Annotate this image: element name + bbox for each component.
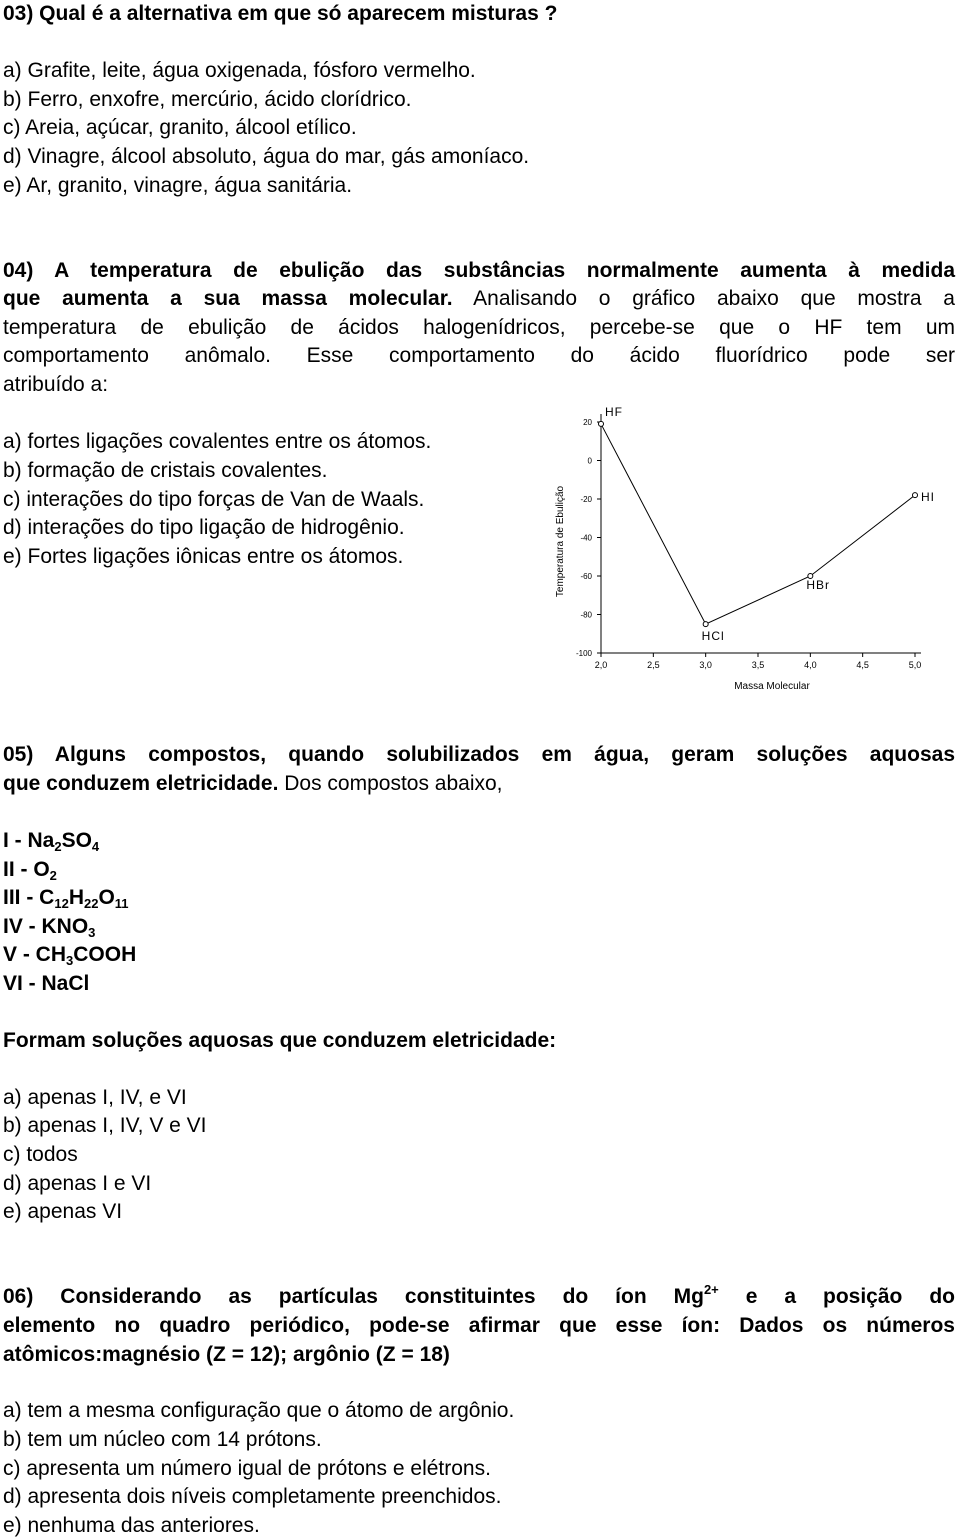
q04-line-3: temperatura de ebulição de ácidos halogenídricos, percebe-se que o HF tem um	[3, 316, 955, 339]
q06-option-c: c) apresenta um número igual de prótons e elétrons.	[3, 1457, 491, 1480]
q05-option-c: c) todos	[3, 1143, 78, 1166]
compound-1-sub-b: 4	[91, 839, 100, 854]
compound-2-text: II - O	[3, 858, 50, 881]
compound-3-text-b: H	[68, 886, 84, 909]
q04-line-2-bold: que aumenta a sua massa molecular.	[3, 287, 453, 310]
q05-option-d: d) apenas I e VI	[3, 1172, 152, 1195]
compound-6-text: VI - NaCl	[3, 972, 90, 995]
x-tick-label: 3,0	[699, 660, 712, 670]
q03-option-c: c) Areia, açúcar, granito, álcool etílico.	[3, 116, 357, 139]
q06-line-1-b: e a posição do	[718, 1285, 955, 1308]
data-label-hbr: HBr	[806, 578, 831, 592]
y-tick-label: -20	[580, 495, 592, 504]
q03-option-e: e) Ar, granito, vinagre, água sanitária.	[3, 174, 353, 197]
q05-line-2-normal: Dos compostos abaixo,	[278, 772, 503, 795]
q05-option-b: b) apenas I, IV, V e VI	[3, 1114, 207, 1137]
q03-option-b: b) Ferro, enxofre, mercúrio, ácido clorídrico.	[3, 88, 412, 111]
q06-line-1-a: 06) Considerando as partículas constituintes do íon Mg	[3, 1285, 704, 1308]
y-tick-label: 0	[587, 456, 592, 466]
x-tick-label: 5,0	[908, 660, 922, 670]
q06-line-1	[3, 1283, 955, 1311]
compound-3-sub-c: 11	[114, 896, 129, 911]
y-axis-label: Temperatura de Ebulição	[555, 485, 566, 598]
boiling-point-chart	[548, 398, 948, 698]
compound-5-sub: 3	[66, 953, 74, 968]
q04-option-b: b) formação de cristais covalentes.	[3, 459, 328, 482]
data-label-hcl: HCl	[701, 629, 725, 644]
q04-line-5: atribuído a:	[3, 373, 109, 396]
x-tick-label: 4,5	[856, 660, 869, 670]
q04-option-c: c) interações do tipo forças de Van de Waals.	[3, 488, 425, 511]
q04-option-d: d) interações do tipo ligação de hidrogênio.	[3, 516, 405, 539]
compound-3-text-a: III - C	[3, 886, 55, 909]
compound-6	[3, 970, 89, 998]
compound-5-text-a: V - CH	[3, 943, 66, 966]
q03-question: 03) Qual é a alternativa em que só aparecem misturas ?	[3, 2, 558, 25]
q04-line-4-b: Esse comportamento do ácido fluorídrico pode ser	[270, 344, 955, 367]
compound-5-text-b: COOH	[73, 943, 137, 966]
x-tick-label: 3,5	[751, 660, 765, 670]
data-point-hi	[913, 493, 918, 498]
y-tick-label: -100	[575, 649, 592, 658]
q04-line-4	[3, 342, 955, 370]
data-point-hcl	[703, 622, 708, 627]
q04-line-2-normal: Analisando o gráfico abaixo que mostra a	[452, 287, 955, 310]
q05-line-1: 05) Alguns compostos, quando solubilizados em água, geram soluções aquosas	[3, 743, 955, 766]
q06-option-d: d) apresenta dois níveis completamente preenchidos.	[3, 1485, 502, 1508]
compound-3-sub-a: 12	[54, 896, 69, 911]
compound-3-sub-b: 22	[83, 896, 99, 911]
compound-4-text: IV - KNO	[3, 915, 89, 938]
x-tick-label: 2,5	[647, 660, 660, 670]
q06-line-3: atômicos:magnésio (Z = 12); argônio (Z = 18)	[3, 1343, 450, 1366]
q05-option-e: e) apenas VI	[3, 1200, 123, 1223]
compound-1-text: I - Na	[3, 829, 55, 852]
q04-line-1: 04) A temperatura de ebulição das substâncias normalmente aumenta à medida	[3, 259, 955, 282]
q04-option-e: e) Fortes ligações iônicas entre os átomos.	[3, 545, 404, 568]
compound-1-text-b: SO	[61, 829, 92, 852]
q05-option-a: a) apenas I, IV, e VI	[3, 1086, 187, 1109]
q05-line-2-bold: que conduzem eletricidade.	[3, 772, 279, 795]
q03-option-d: d) Vinagre, álcool absoluto, água do mar, gás amoníaco.	[3, 145, 530, 168]
q06-option-b: b) tem um núcleo com 14 prótons.	[3, 1428, 322, 1451]
compound-2-sub: 2	[49, 868, 57, 883]
data-point-hf	[599, 421, 604, 426]
x-tick-label: 4,0	[804, 660, 817, 670]
q05-prompt: Formam soluções aquosas que conduzem eletricidade:	[3, 1029, 557, 1052]
compound-4	[3, 913, 95, 941]
compound-5	[3, 941, 136, 969]
q03-option-a: a) Grafite, leite, água oxigenada, fósforo vermelho.	[3, 59, 476, 82]
q06-option-e: e) nenhuma das anteriores.	[3, 1514, 260, 1537]
y-tick-label: -80	[580, 610, 592, 620]
compound-1	[3, 827, 99, 855]
series-line	[601, 424, 915, 624]
x-axis-label: Massa Molecular	[734, 681, 810, 692]
y-tick-label: 20	[583, 418, 592, 427]
x-tick-label: 2,0	[594, 660, 608, 670]
data-label-hf: HF	[605, 404, 623, 419]
y-tick-label: -60	[580, 572, 592, 581]
y-tick-label: -40	[580, 533, 592, 543]
q05-line-2	[3, 770, 503, 798]
q06-charge: 2+	[703, 1282, 719, 1297]
data-label-hi: HI	[921, 490, 935, 505]
q06-line-2: elemento no quadro periódico, pode-se afirmar que esse íon: Dados os números	[3, 1314, 955, 1337]
q06-option-a: a) tem a mesma configuração que o átomo de argônio.	[3, 1399, 515, 1422]
compound-4-sub: 3	[88, 925, 96, 940]
q04-line-2	[3, 285, 955, 313]
compound-1-sub-a: 2	[54, 839, 62, 854]
compound-3	[3, 884, 129, 912]
q04-line-4-a: comportamento anômalo.	[3, 344, 271, 367]
compound-2	[3, 856, 57, 884]
compound-3-text-c: O	[98, 886, 115, 909]
q04-option-a: a) fortes ligações covalentes entre os átomos.	[3, 430, 432, 453]
